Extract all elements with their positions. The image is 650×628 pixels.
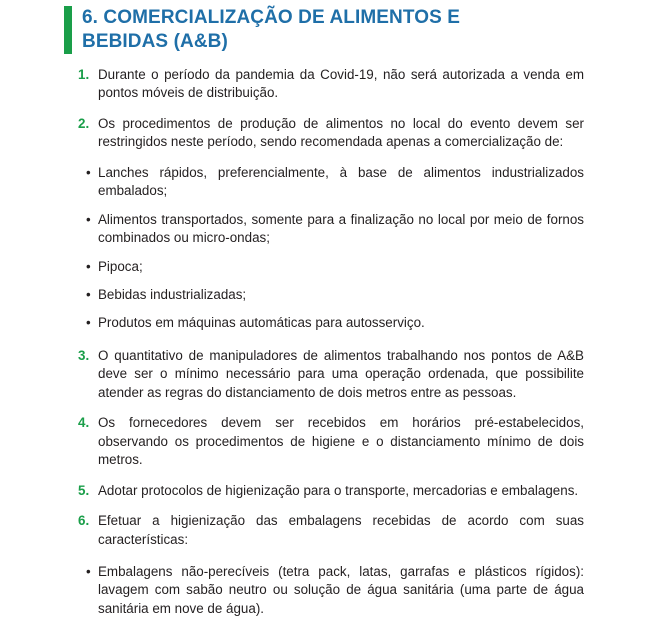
numbered-item-6 [78,512,584,549]
bullet-text: Produtos em máquinas automáticas para autosserviço. [98,315,425,331]
item-text: O quantitativo de manipuladores de alimentos trabalhando nos pontos de A&B deve ser o mínimo necessário para uma operação ordenada, que possibilite atender as regras do distanciamento de dois metros entre as pessoas. [98,347,584,400]
section-accent-bar [64,6,72,54]
bullet-icon: • [86,564,91,580]
item-number: 3. [78,347,90,363]
item-number: 2. [78,116,90,131]
item-text: Os procedimentos de produção de alimentos no local do evento devem ser restringidos neste período, sendo recomendada apenas a comercialização de: [98,116,584,150]
bullet-text: Alimentos transportados, somente para a finalização no local por meio de fornos combinados ou micro-ondas; [98,211,584,246]
section-content [78,66,584,628]
item-number: 4. [78,415,90,431]
item-text: Adotar protocolos de higienização para o transporte, mercadorias e embalagens. [98,482,579,498]
bullet-icon: • [86,315,91,331]
numbered-item-2 [78,115,584,152]
item-text: Efetuar a higienização das embalagens recebidas de acordo com suas características: [98,513,584,547]
item-text: Os fornecedores devem ser recebidos em horários pré-estabelecidos, observando os procedimentos de higiene e o distanciamento mínimo de dois metros. [98,415,584,468]
bullet-item [78,164,584,201]
item-text: Durante o período da pandemia da Covid-19, não será autorizada a venda em pontos móveis de distribuição. [98,67,584,101]
numbered-item-3 [78,347,584,402]
bullet-icon: • [86,211,91,227]
bullet-item [78,314,584,332]
item-number: 1. [78,67,90,82]
numbered-item-5 [78,482,584,500]
bullet-item [78,286,584,304]
bullet-icon: • [86,287,91,303]
section-heading-line-2: BEBIDAS (A&B) [82,31,228,52]
section-heading [82,6,602,54]
numbered-item-4 [78,414,584,469]
bullet-item [78,258,584,276]
bullet-icon: • [86,258,91,274]
bullet-text: Lanches rápidos, preferencialmente, à base de alimentos industrializados embalados; [98,165,584,199]
item-number: 5. [78,482,90,498]
bullet-text: Embalagens não-perecíveis (tetra pack, latas, garrafas e plásticos rígidos): lavagem com sabão neutro ou solução de água sanitária (uma parte de água sanitária em nove de água). [98,564,584,616]
numbered-item-1 [78,66,584,103]
bullet-item [78,563,584,618]
section-heading-line-1: 6. COMERCIALIZAÇÃO DE ALIMENTOS E [82,7,461,28]
item-number: 6. [78,513,90,529]
bullet-text: Bebidas industrializadas; [98,287,247,303]
bullet-icon: • [86,165,91,180]
bullet-item [78,211,584,248]
bullet-text: Pipoca; [98,258,143,274]
